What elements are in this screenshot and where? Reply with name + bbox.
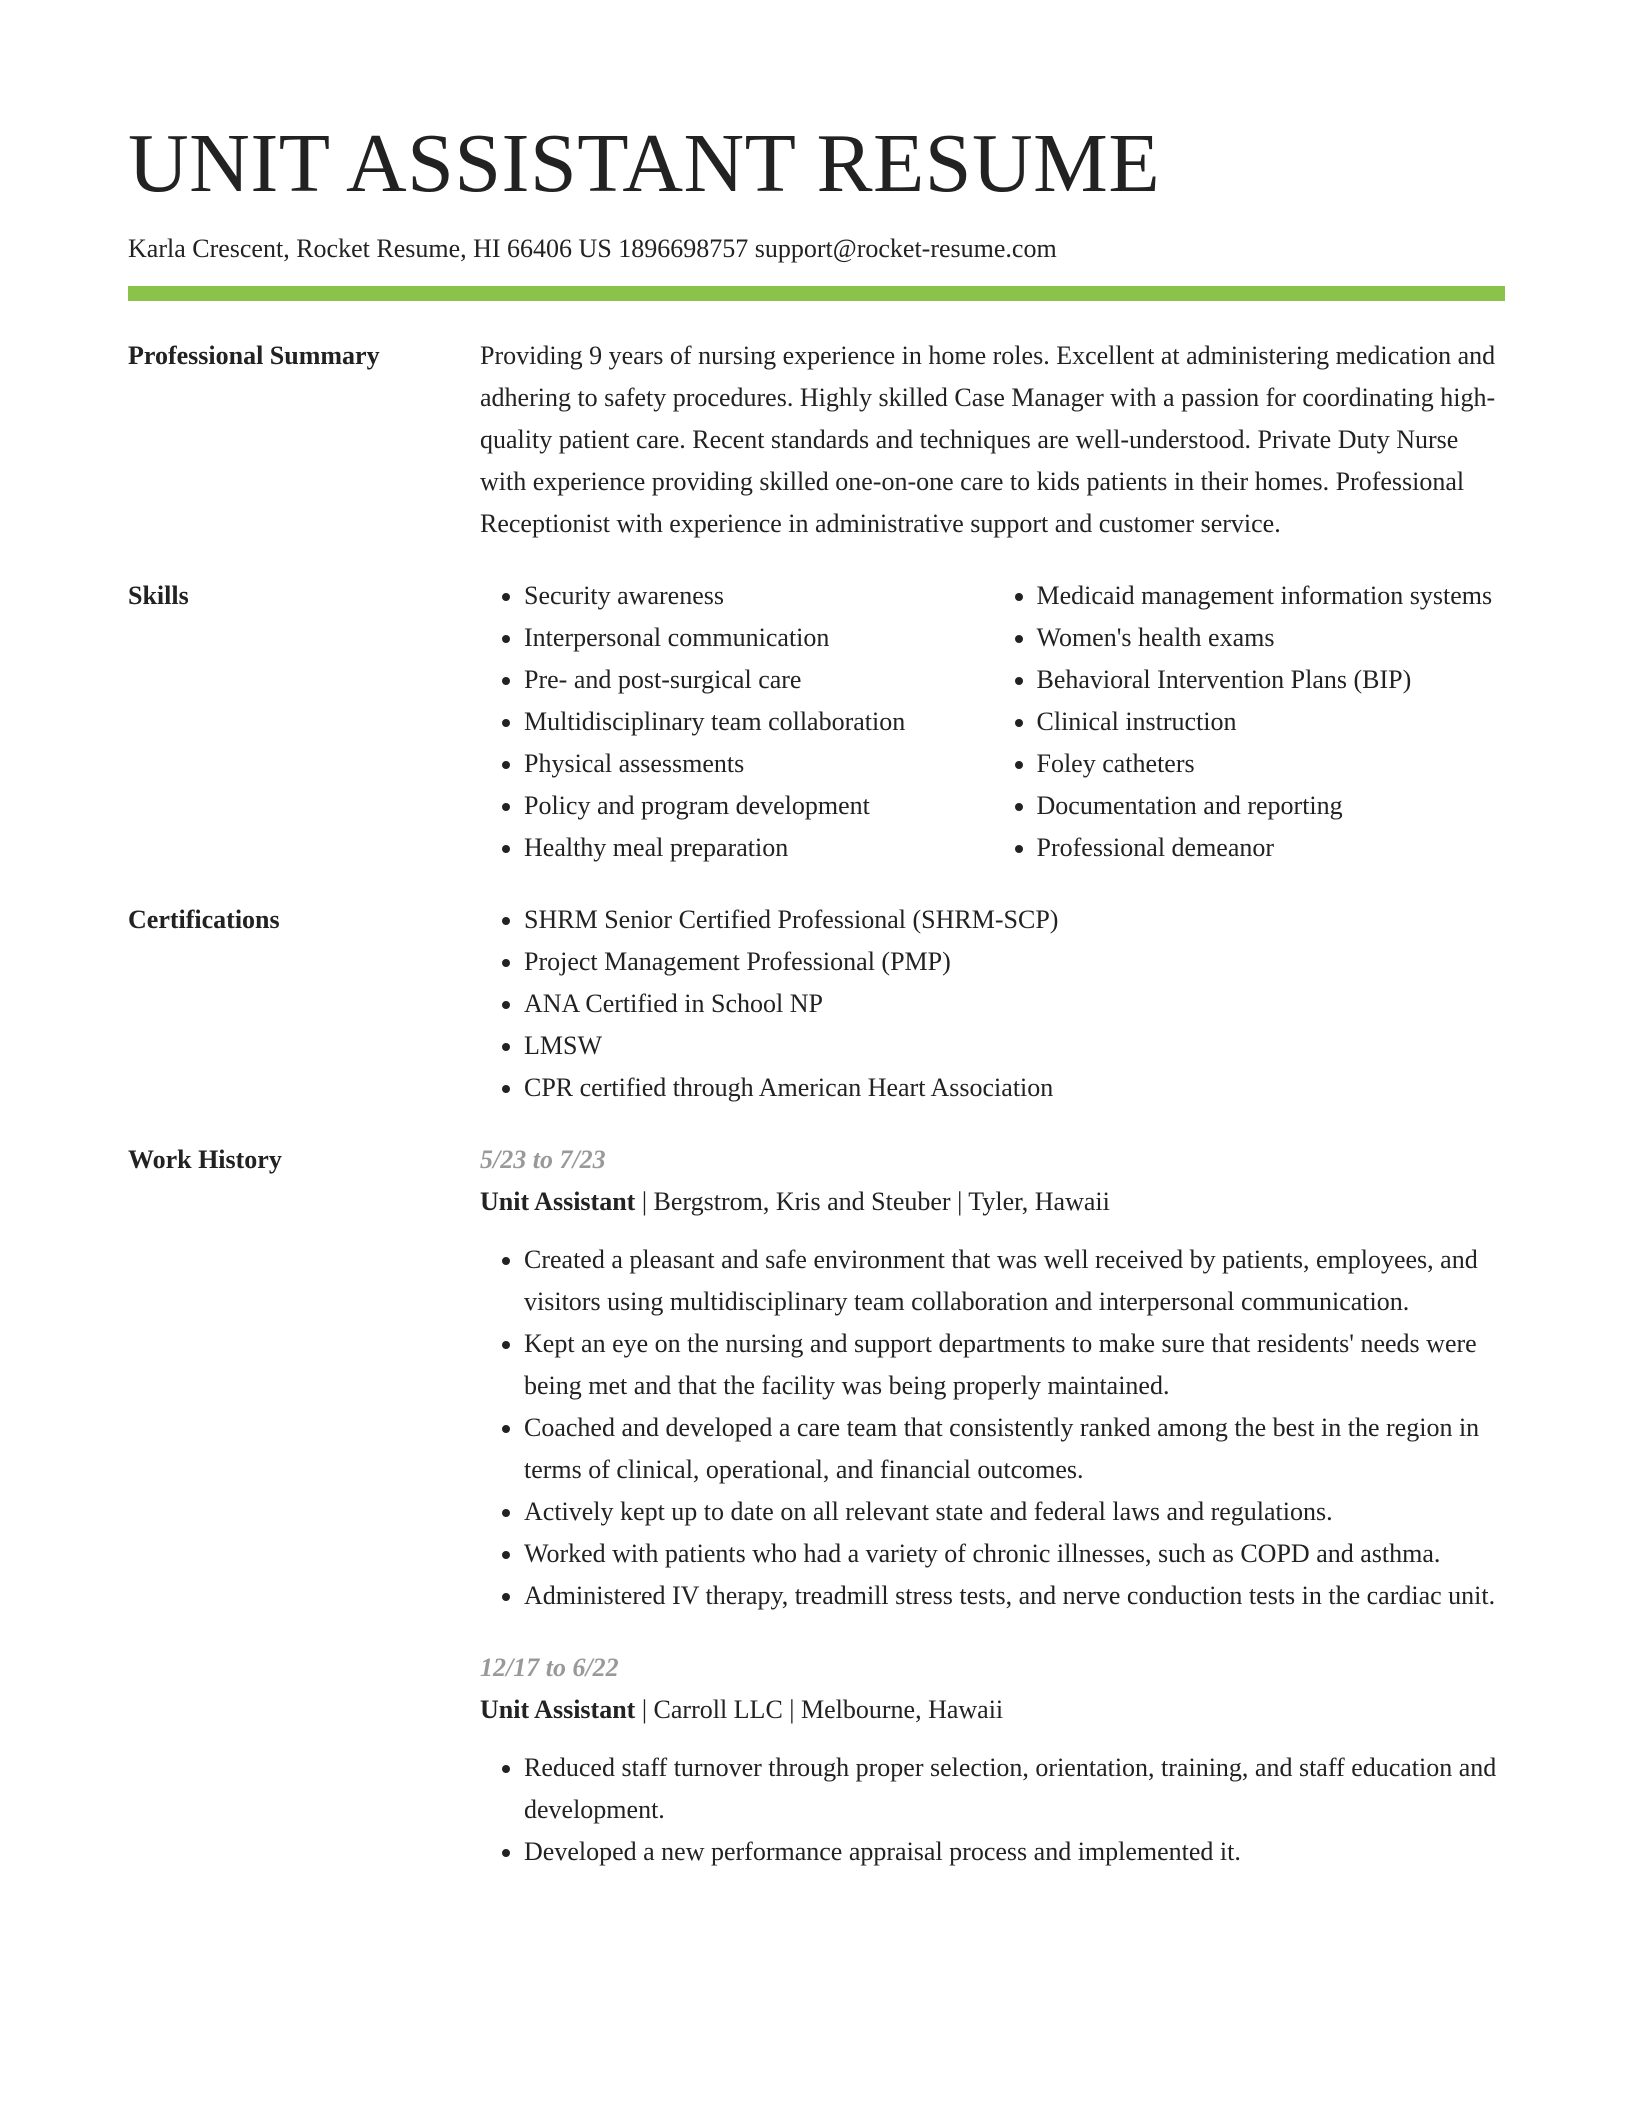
summary-text: Providing 9 years of nursing experience in home roles. Excellent at administering medication and adhering to safety procedures. Highly skilled Case Manager with a passion for coordinating high-quality patient care. Recent standards and techniques are well-understood. Private Duty Nurse with experience providing skilled one-on-one care to kids patients in their homes. Professional Receptionist with experience in administrative support and customer service.	[480, 341, 1496, 539]
job-dates: 5/23 to 7/23	[480, 1145, 606, 1175]
job-heading	[480, 1689, 1505, 1731]
skill-item: • Documentation and reporting	[1037, 785, 1506, 827]
skills-column-right	[993, 575, 1506, 869]
skill-item: • Security awareness	[524, 575, 993, 617]
certification-item: • SHRM Senior Certified Professional (SHRM-SCP)	[524, 899, 1505, 941]
certification-item: • ANA Certified in School NP	[524, 983, 1505, 1025]
work-history-label: Work History	[128, 1145, 282, 1175]
skill-item: • Professional demeanor	[1037, 827, 1506, 869]
job-bullet: • Reduced staff turnover through proper selection, orientation, training, and staff education and development.	[524, 1747, 1505, 1831]
skill-item: • Multidisciplinary team collaboration	[524, 701, 993, 743]
skills-section	[128, 575, 1505, 869]
job-bullet: • Kept an eye on the nursing and support departments to make sure that residents' needs were being met and that the facility was being properly maintained.	[524, 1323, 1505, 1407]
job-bullets	[480, 1747, 1505, 1873]
skill-item: • Medicaid management information systems	[1037, 575, 1506, 617]
resume-page	[128, 118, 1505, 1873]
skills-column-left	[480, 575, 993, 869]
skill-item: • Physical assessments	[524, 743, 993, 785]
skill-item: • Interpersonal communication	[524, 617, 993, 659]
skill-item: • Behavioral Intervention Plans (BIP)	[1037, 659, 1506, 701]
job-role: Unit Assistant	[480, 1695, 636, 1725]
certifications-label: Certifications	[128, 905, 280, 935]
contact-line: Karla Crescent, Rocket Resume, HI 66406 US 1896698757 support@rocket-resume.com	[128, 234, 1057, 264]
job-bullet: • Created a pleasant and safe environment that was well received by patients, employees, and visitors using multidisciplinary team collaboration and interpersonal communication.	[524, 1239, 1505, 1323]
summary-label: Professional Summary	[128, 341, 380, 371]
job-dates: 12/17 to 6/22	[480, 1653, 619, 1683]
skill-item: • Women's health exams	[1037, 617, 1506, 659]
certification-item: • Project Management Professional (PMP)	[524, 941, 1505, 983]
work-history-section	[128, 1139, 1505, 1873]
job-heading	[480, 1181, 1505, 1223]
skill-item: • Clinical instruction	[1037, 701, 1506, 743]
job-bullet: • Administered IV therapy, treadmill stress tests, and nerve conduction tests in the cardiac unit.	[524, 1575, 1505, 1617]
work-history-body	[480, 1139, 1505, 1873]
job-bullet: • Worked with patients who had a variety of chronic illnesses, such as COPD and asthma.	[524, 1533, 1505, 1575]
summary-body	[480, 335, 1505, 545]
resume-title: UNIT ASSISTANT RESUME	[128, 117, 1161, 210]
job-bullets	[480, 1239, 1505, 1617]
job-role: Unit Assistant	[480, 1187, 636, 1217]
certification-item: • CPR certified through American Heart Association	[524, 1067, 1505, 1109]
skill-item: • Pre- and post-surgical care	[524, 659, 993, 701]
job-bullet: • Coached and developed a care team that consistently ranked among the best in the region in terms of clinical, operational, and financial outcomes.	[524, 1407, 1505, 1491]
skills-label: Skills	[128, 581, 189, 611]
job-employer-location: | Carroll LLC | Melbourne, Hawaii	[635, 1695, 1004, 1725]
job-employer-location: | Bergstrom, Kris and Steuber | Tyler, Hawaii	[635, 1187, 1110, 1217]
certifications-body	[480, 899, 1505, 1109]
job-bullet: • Developed a new performance appraisal process and implemented it.	[524, 1831, 1505, 1873]
skill-item: • Healthy meal preparation	[524, 827, 993, 869]
job-entry	[480, 1139, 1505, 1617]
job-bullet: • Actively kept up to date on all relevant state and federal laws and regulations.	[524, 1491, 1505, 1533]
job-entry	[480, 1647, 1505, 1873]
skills-body	[480, 575, 1505, 869]
accent-divider	[128, 286, 1505, 301]
skill-item: • Foley catheters	[1037, 743, 1506, 785]
certifications-section	[128, 899, 1505, 1109]
skill-item: • Policy and program development	[524, 785, 993, 827]
summary-section	[128, 335, 1505, 545]
certification-item: • LMSW	[524, 1025, 1505, 1067]
